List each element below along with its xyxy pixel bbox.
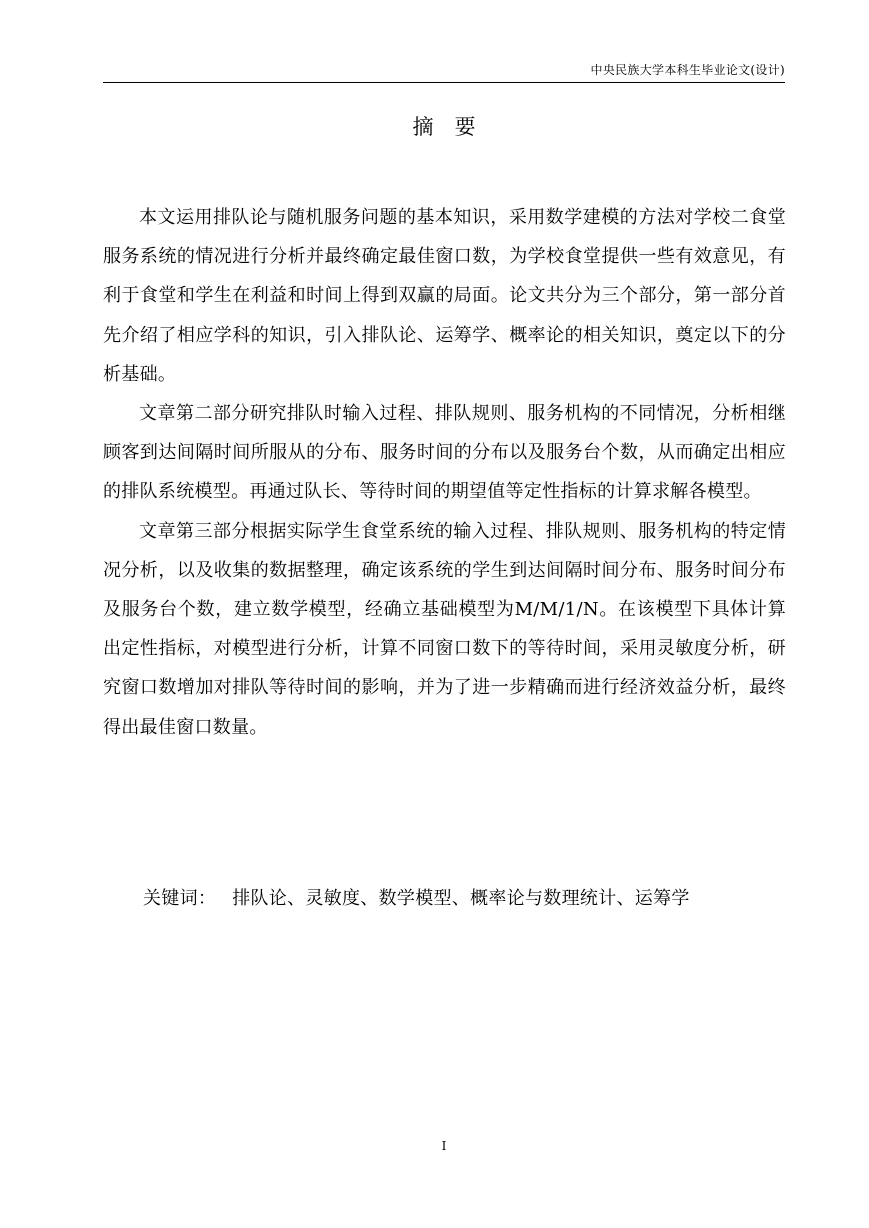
keywords-value: 排队论、灵敏度、数学模型、概率论与数理统计、运筹学	[232, 888, 690, 909]
page-number: I	[441, 1139, 447, 1153]
keywords-label: 关键词：	[143, 888, 217, 909]
abstract-paragraph-3: 文章第三部分根据实际学生食堂系统的输入过程、排队规则、服务机构的特定情况分析，以及收集的数据整理，确定该系统的学生到达间隔时间分布、服务时间分布及服务台个数，建立数学模型，经确立基础模型为M/M/1/N。在该模型下具体计算出定性指标，对模型进行分析，计算不同窗口数下的等待时间，采用灵敏度分析，研究窗口数增加对排队等待时间的影响，并为了进一步精确而进行经济效益分析，最终得出最佳窗口数量。	[103, 520, 786, 738]
keywords-line	[143, 879, 690, 918]
header-text: 中央民族大学本科生毕业论文(设计)	[590, 63, 785, 77]
abstract-paragraph-1: 本文运用排队论与随机服务问题的基本知识，采用数学建模的方法对学校二食堂服务系统的情况进行分析并最终确定最佳窗口数，为学校食堂提供一些有效意见，有利于食堂和学生在利益和时间上得到双赢的局面。论文共分为三个部分，第一部分首先介绍了相应学科的知识，引入排队论、运筹学、概率论的相关知识，奠定以下的分析基础。	[103, 207, 786, 385]
abstract-body	[103, 198, 786, 747]
page-title: 摘 要	[412, 115, 476, 139]
page-header	[103, 62, 785, 83]
abstract-paragraph-2: 文章第二部分研究排队时输入过程、排队规则、服务机构的不同情况，分析相继顾客到达间隔时间所服从的分布、服务时间的分布以及服务台个数，从而确定出相应的排队系统模型。再通过队长、等待时间的期望值等定性指标的计算求解各模型。	[103, 403, 786, 503]
